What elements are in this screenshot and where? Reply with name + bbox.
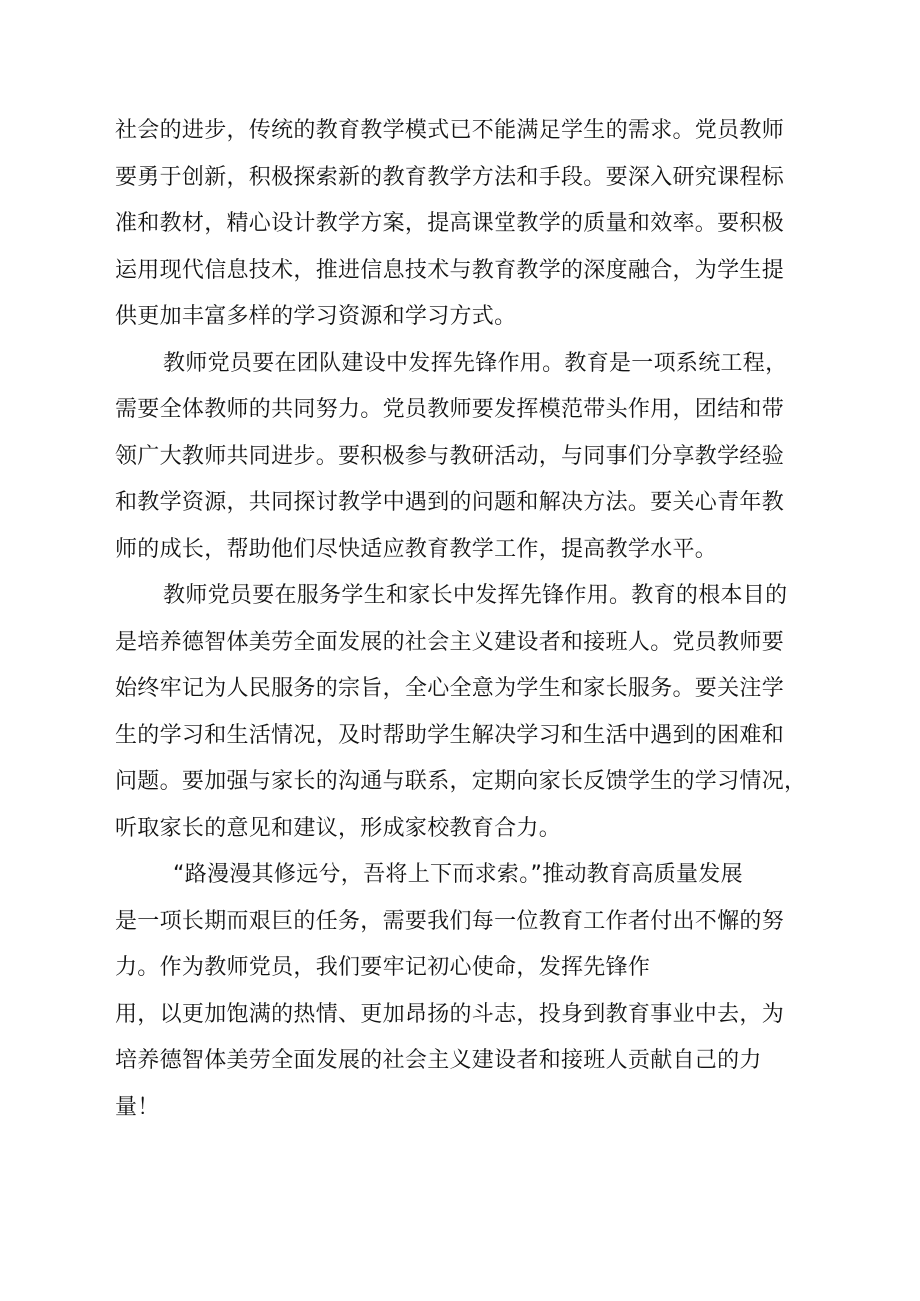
paragraph-3: [115, 573, 815, 852]
paragraph-line: 教师党员要在服务学生和家长中发挥先锋作用。教育的根本目的: [163, 583, 788, 608]
paragraph-line: “路漫漫其修远兮，吾将上下而求索。”推动教育高质量发展: [173, 862, 743, 887]
paragraph-2: [115, 341, 815, 574]
paragraph-line: 社会的进步，传统的教育教学模式已不能满足学生的需求。党员教师: [115, 118, 785, 143]
paragraph-line: 始终牢记为人民服务的宗旨，全心全意为学生和家长服务。要关注学: [115, 676, 785, 701]
paragraph-line: 听取家长的意见和建议，形成家校教育合力。: [115, 815, 562, 841]
paragraph-line: 是培养德智体美劳全面发展的社会主义建设者和接班人。党员教师要: [115, 629, 785, 655]
paragraph-line: 是一项长期而艰巨的任务，需要我们每一位教育工作者付出不懈的努: [115, 908, 785, 934]
paragraph-line: 领广大教师共同进步。要积极参与教研活动，与同事们分享教学经验: [115, 443, 785, 469]
paragraph-line: 供更加丰富多样的学习资源和学习方式。: [115, 304, 517, 329]
paragraph-line: 需要全体教师的共同努力。党员教师要发挥模范带头作用，团结和带: [115, 397, 785, 422]
paragraph-1: [115, 108, 815, 341]
paragraph-line: 用，以更加饱满的热情、更加昂扬的斗志，投身到教育事业中去，为: [115, 1001, 785, 1027]
paragraph-line: 要勇于创新，积极探索新的教育教学方法和手段。要深入研究课程标: [115, 164, 785, 190]
document-body: [115, 108, 815, 1131]
paragraph-line: 和教学资源，共同探讨教学中遇到的问题和解决方法。要关心青年教: [115, 490, 785, 515]
paragraph-line: 量！: [115, 1094, 160, 1120]
paragraph-line: 教师党员要在团队建设中发挥先锋作用。教育是一项系统工程，: [163, 350, 788, 376]
paragraph-4: [115, 852, 815, 1131]
paragraph-line: 师的成长，帮助他们尽快适应教育教学工作，提高教学水平。: [115, 536, 718, 562]
paragraph-line: 问题。要加强与家长的沟通与联系，定期向家长反馈学生的学习情况，: [115, 769, 807, 794]
paragraph-line: 生的学习和生活情况，及时帮助学生解决学习和生活中遇到的困难和: [115, 722, 785, 748]
paragraph-line: 力。作为教师党员，我们要牢记初心使命，发挥先锋作: [115, 955, 651, 980]
paragraph-line: 培养德智体美劳全面发展的社会主义建设者和接班人贡献自己的力: [115, 1048, 762, 1073]
paragraph-line: 准和教材，精心设计教学方案，提高课堂教学的质量和效率。要积极: [115, 211, 785, 236]
paragraph-line: 运用现代信息技术，推进信息技术与教育教学的深度融合，为学生提: [115, 257, 785, 283]
